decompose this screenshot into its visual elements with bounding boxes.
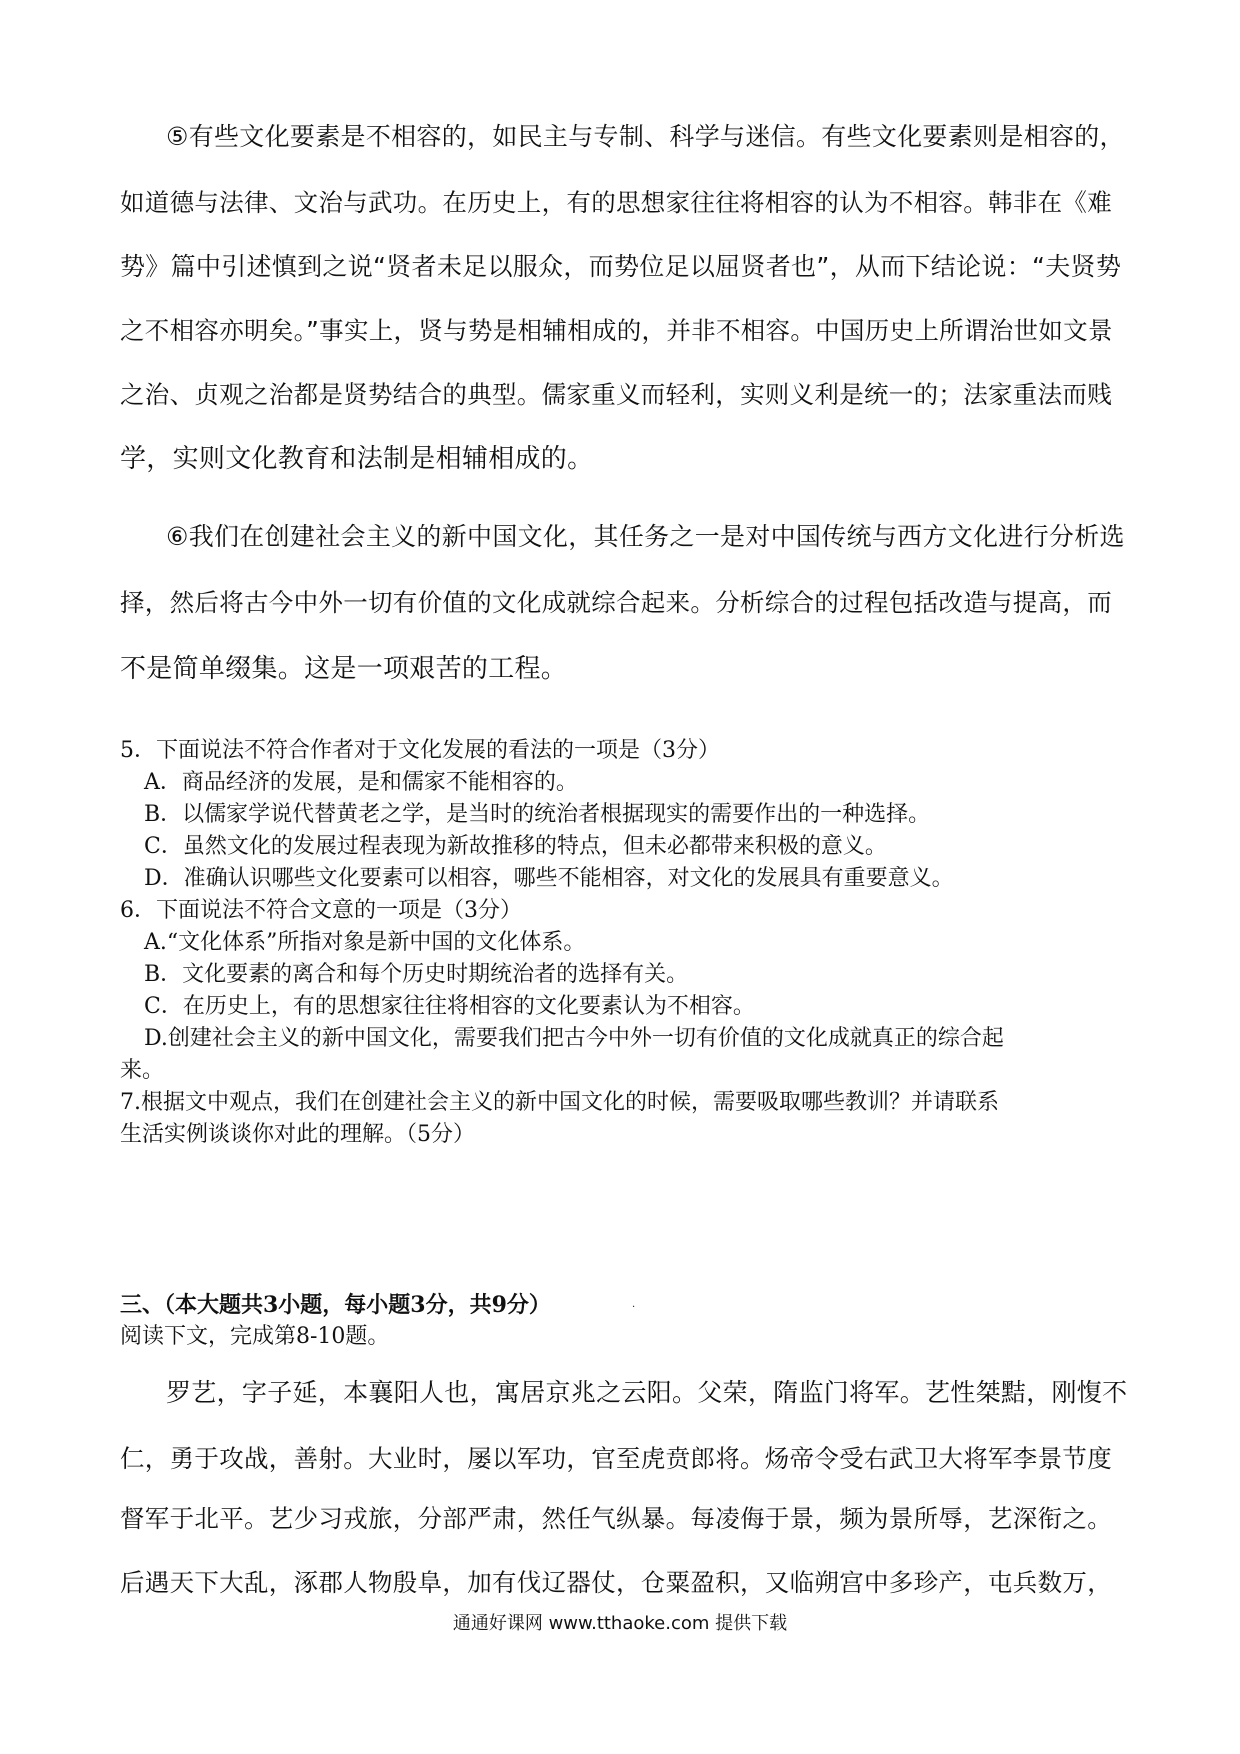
- question-5-option-c: C．虽然文化的发展过程表现为新故推移的特点，但未必都带来积极的意义。: [144, 834, 887, 859]
- question-6-option-b: B．文化要素的离合和每个历史时期统治者的选择有关。: [144, 962, 689, 987]
- question-7-stem: 7.根据文中观点，我们在创建社会主义的新中国文化的时候，需要吸取哪些教训？并请联系: [120, 1090, 999, 1115]
- question-5-option-a: A．商品经济的发展，是和儒家不能相容的。: [144, 770, 578, 795]
- section-3-mark: .: [632, 1299, 636, 1310]
- passage-a-line-1: ⑤有些文化要素是不相容的，如民主与专制、科学与迷信。有些文化要素则是相容的，: [166, 122, 1125, 151]
- question-7-stem-cont: 生活实例谈谈你对此的理解。（5分）: [120, 1122, 475, 1147]
- passage-b-line-2: 仁，勇于攻战，善射。大业时，屡以军功，官至虎贲郎将。炀帝令受右武卫大将军李景节度: [120, 1444, 1112, 1473]
- passage-a-line-5: 之治、贞观之治都是贤势结合的典型。儒家重义而轻利，实则义利是统一的；法家重法而贱: [120, 380, 1112, 409]
- question-6-option-c: C．在历史上，有的思想家往往将相容的文化要素认为不相容。: [144, 994, 755, 1019]
- question-6-option-d: D.创建社会主义的新中国文化，需要我们把古今中外一切有价值的文化成就真正的综合起: [144, 1026, 1004, 1051]
- passage-a-line-3: 势》篇中引述慎到之说“贤者未足以服众，而势位足以屈贤者也”，从而下结论说：“夫贤势: [120, 252, 1122, 281]
- section-3-instruction: 阅读下文，完成第8-10题。: [120, 1324, 390, 1349]
- question-5-option-b: B．以儒家学说代替黄老之学，是当时的统治者根据现实的需要作出的一种选择。: [144, 802, 931, 827]
- question-6-stem: 6．下面说法不符合文意的一项是（3分）: [120, 898, 522, 923]
- passage-b-line-4: 后遇天下大乱，涿郡人物殷阜，加有伐辽器仗，仓粟盈积，又临朔宫中多珍产，屯兵数万，: [120, 1568, 1112, 1597]
- question-5-option-d: D．准确认识哪些文化要素可以相容，哪些不能相容，对文化的发展具有重要意义。: [144, 866, 954, 891]
- question-6-option-a: A.“文化体系”所指对象是新中国的文化体系。: [144, 930, 586, 955]
- passage-a-line-8: 择，然后将古今中外一切有价值的文化成就综合起来。分析综合的过程包括改造与提高，而: [120, 588, 1112, 617]
- page-footer: 通通好课网 www.tthaoke.com 提供下载: [452, 1613, 788, 1634]
- passage-a-line-4: 之不相容亦明矣。”事实上，贤与势是相辅相成的，并非不相容。中国历史上所谓治世如文景: [120, 316, 1113, 345]
- question-5-stem: 5．下面说法不符合作者对于文化发展的看法的一项是（3分）: [120, 738, 720, 763]
- passage-a-line-7: ⑥我们在创建社会主义的新中国文化，其任务之一是对中国传统与西方文化进行分析选: [166, 522, 1125, 551]
- question-6-option-d-cont: 来。: [120, 1058, 165, 1083]
- passage-a-line-9: 不是简单缀集。这是一项艰苦的工程。: [120, 654, 568, 684]
- section-3-title: 三、（本大题共3小题，每小题3分，共9分）: [120, 1292, 551, 1318]
- passage-b-line-3: 督军于北平。艺少习戎旅，分部严肃，然任气纵暴。每凌侮于景，频为景所辱，艺深衔之。: [120, 1504, 1112, 1533]
- passage-a-line-2: 如道德与法律、文治与武功。在历史上，有的思想家往往将相容的认为不相容。韩非在《难: [120, 188, 1112, 217]
- passage-b-line-1: 罗艺，字子延，本襄阳人也，寓居京兆之云阳。父荣，隋监门将军。艺性桀黠，刚愎不: [166, 1378, 1128, 1407]
- passage-a-line-6: 学，实则文化教育和法制是相辅相成的。: [120, 444, 594, 474]
